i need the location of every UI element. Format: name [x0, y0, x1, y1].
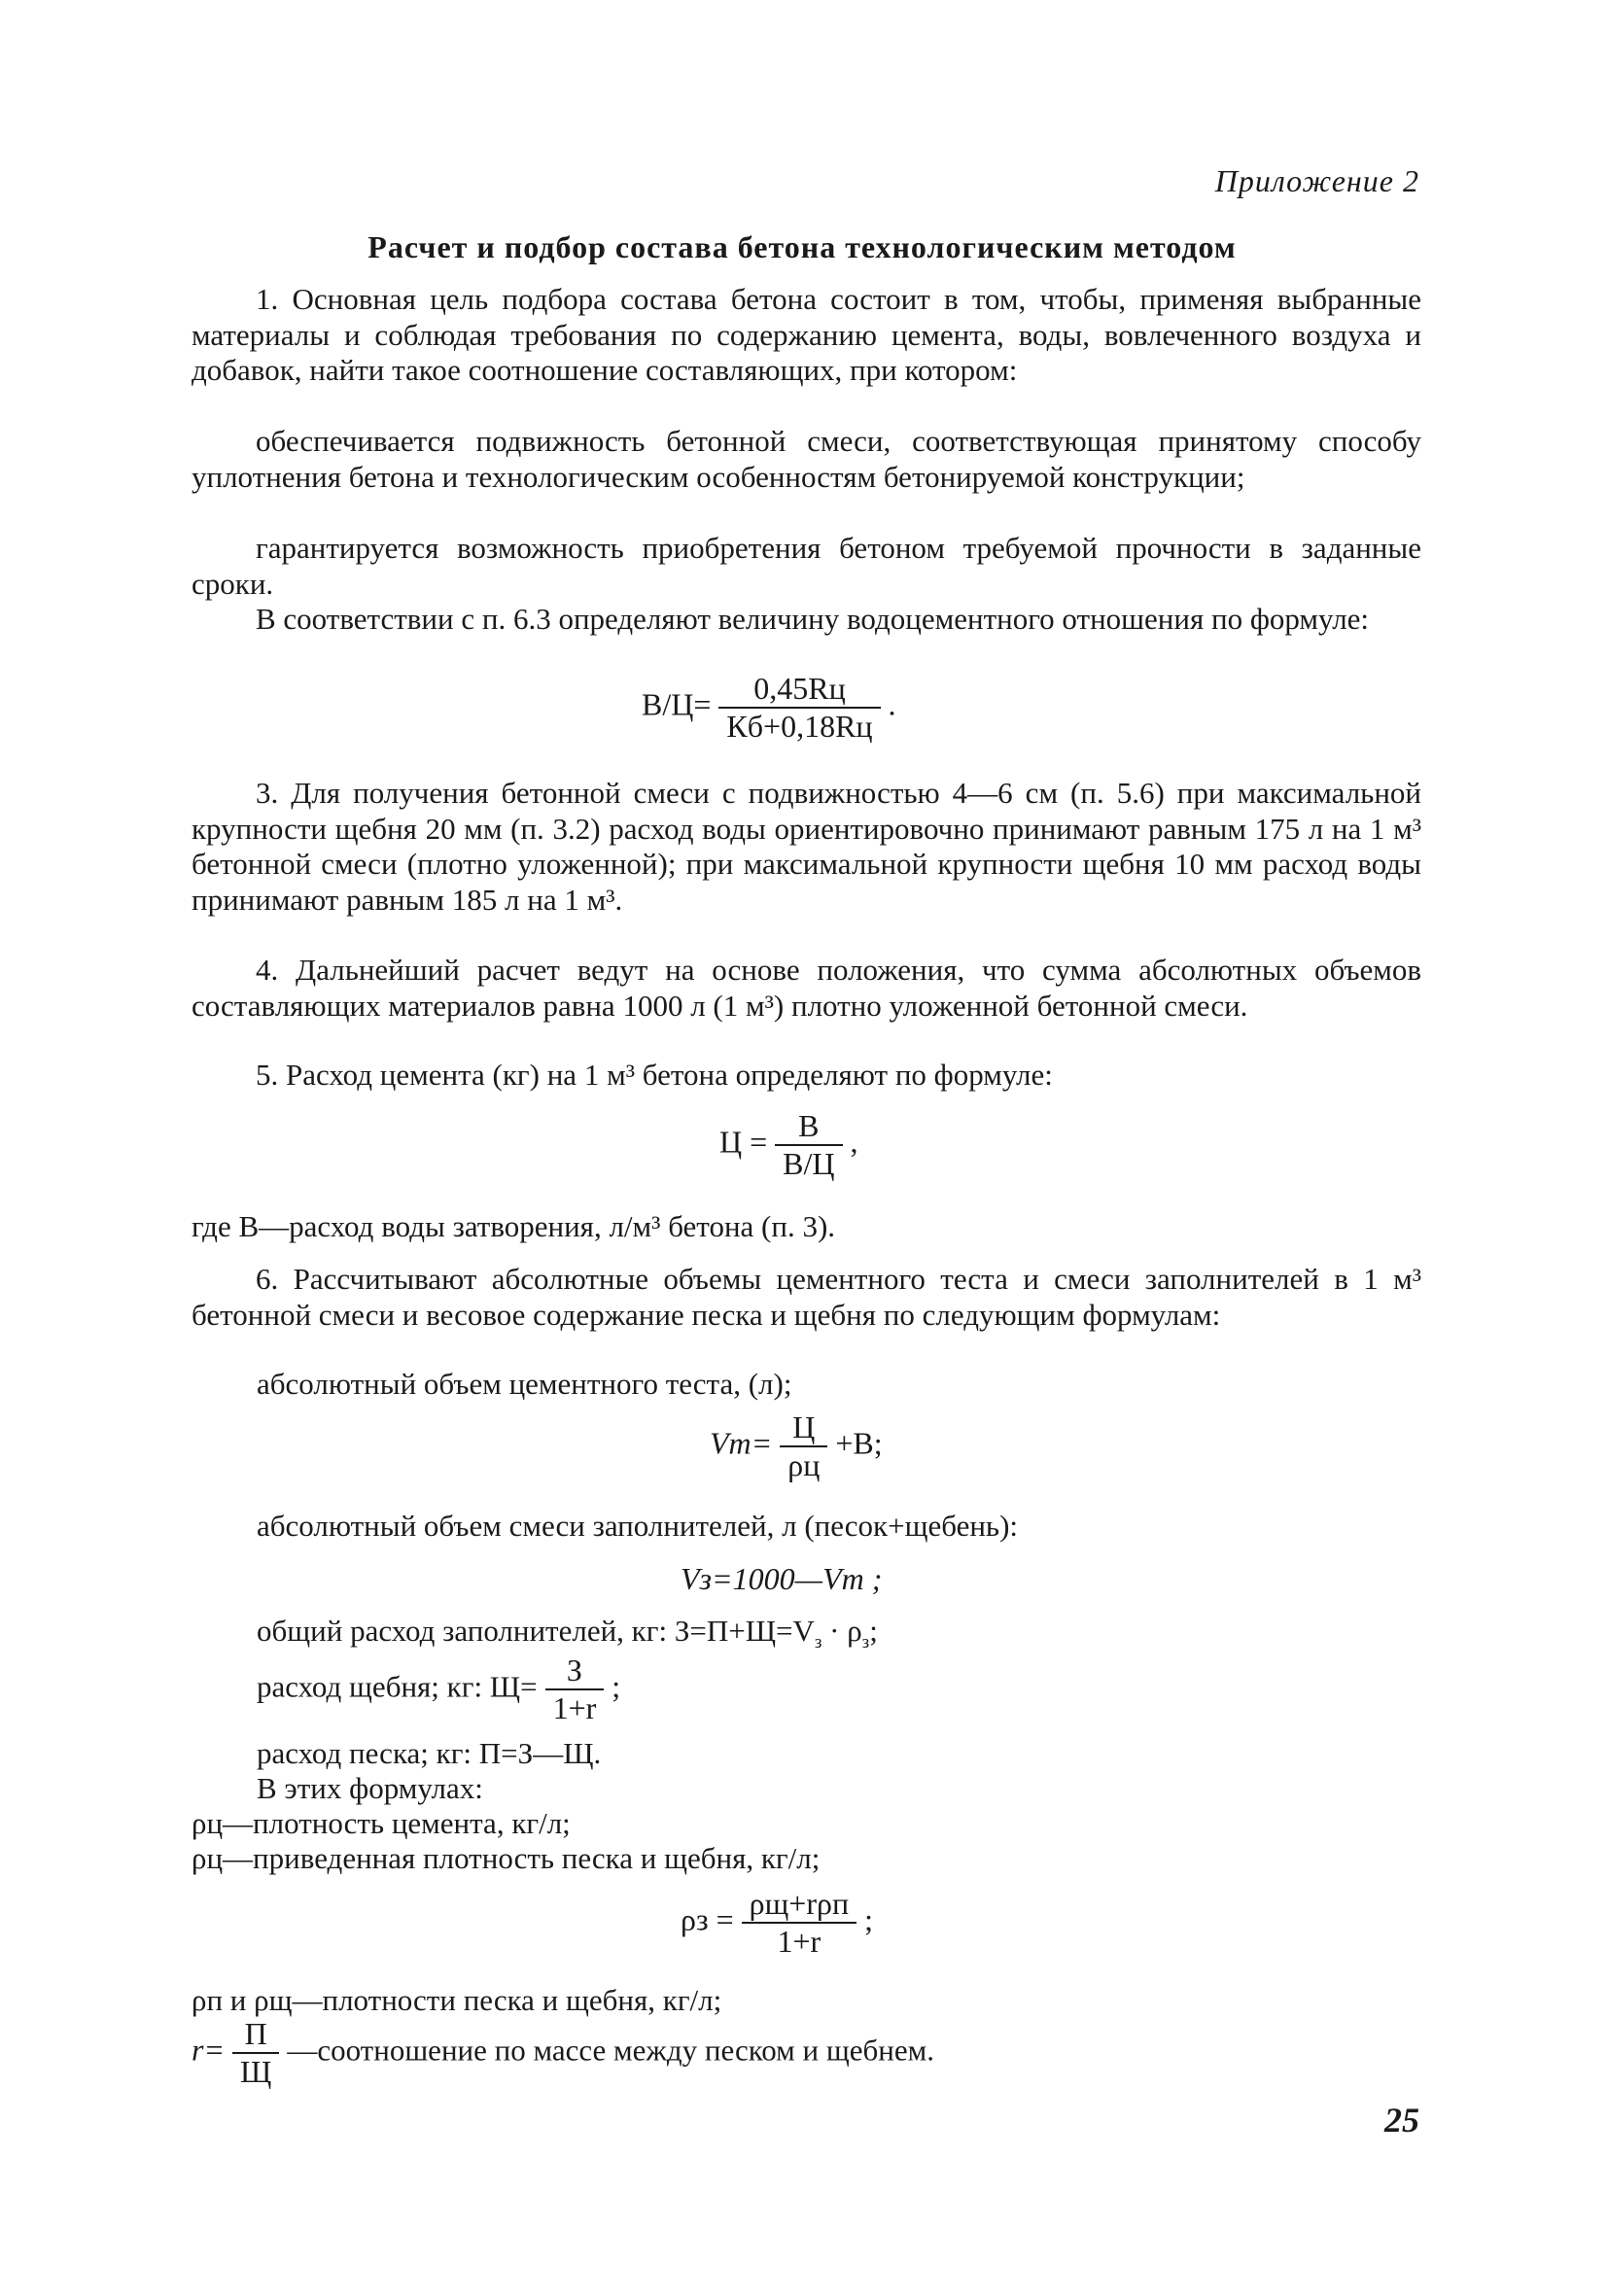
formula-r-numerator: П	[244, 2016, 267, 2051]
formula-cement	[719, 1108, 858, 1182]
formula-water-cement	[642, 671, 896, 745]
formula-c-lhs: Ц =	[719, 1124, 768, 1160]
formula-vm-tail: +В;	[835, 1425, 883, 1461]
formula-sh-denominator: 1+r	[545, 1688, 605, 1726]
paragraph-5: 5. Расход цемента (кг) на 1 м³ бетона определяют по формуле:	[256, 1058, 1053, 1092]
formula-wc-denominator: Кб+0,18Rц	[718, 707, 880, 745]
formula-c-numerator: В	[798, 1108, 820, 1143]
formula-vm-lhs: Vm=	[710, 1425, 773, 1461]
formula-c-fraction	[775, 1108, 842, 1182]
formula-sh-end: ;	[612, 1668, 621, 1704]
definition-2: ρц—приведенная плотность песка и щебня, кг/л;	[192, 1841, 821, 1875]
formula-rz-lhs: ρз =	[681, 1901, 734, 1937]
paragraph-6e: расход песка; кг: П=З—Щ.	[257, 1736, 602, 1770]
formula-rz-numerator: ρщ+rρп	[749, 1886, 850, 1921]
formula-crushed-stone	[257, 1652, 620, 1726]
formula-r	[192, 2016, 934, 2090]
paragraph-3: 3. Для получения бетонной смеси с подвижностью 4—6 см (п. 5.6) при максимальной крупности щебня 20 мм (п. 3.2) расход воды ориентировочно принимают равным 175 л на 1 м³ бетонной смеси (плотно уложенной); при максимальной крупности щебня 10 мм расход воды принимают равным 185 л на 1 м³.	[192, 776, 1421, 917]
formula-rz-end: ;	[864, 1901, 873, 1937]
paragraph-6d: расход щебня; кг: Щ=	[257, 1669, 538, 1704]
formula-vm	[710, 1409, 883, 1483]
definition-1: ρц—плотность цемента, кг/л;	[192, 1806, 571, 1840]
paragraph-1a: обеспечивается подвижность бетонной смеси, соответствующая принятому способу уплотнения бетона и технологическим особенностям бетонируемой конструкции;	[192, 424, 1421, 494]
formula-vm-denominator: ρц	[780, 1445, 827, 1483]
formula-r-fraction	[232, 2016, 279, 2090]
paragraph-6f: В этих формулах:	[257, 1771, 483, 1805]
formula-wc-numerator: 0,45Rц	[753, 671, 846, 706]
paragraph-6c-text: общий расход заполнителей, кг: З=П+Щ=V	[257, 1614, 815, 1648]
formula-c-end: ,	[850, 1124, 858, 1160]
formula-r-denominator: Щ	[232, 2052, 279, 2090]
page-number: 25	[1384, 2101, 1419, 2139]
paragraph-5-where: где В—расход воды затворения, л/м³ бетона (п. 3).	[192, 1209, 836, 1243]
paragraph-4: 4. Дальнейший расчет ведут на основе положения, что сумма абсолютных объемов составляющих материалов равна 1000 л (1 м³) плотно уложенной бетонной смеси.	[192, 953, 1421, 1023]
page-title: Расчет и подбор состава бетона технологическим методом	[367, 229, 1237, 264]
formula-vm-numerator: Ц	[792, 1409, 816, 1444]
formula-r-lhs: r=	[192, 2032, 226, 2068]
formula-sh-numerator: З	[566, 1652, 582, 1687]
formula-rz-fraction	[742, 1886, 856, 1960]
formula-vz	[681, 1561, 882, 1597]
formula-rz-denominator: 1+r	[742, 1922, 856, 1960]
paragraph-1b: гарантируется возможность приобретения бетоном требуемой прочности в заданные сроки.	[192, 531, 1421, 601]
appendix-label: Приложение 2	[1214, 163, 1419, 198]
formula-sh-fraction	[545, 1652, 605, 1726]
paragraph-6c: общий расход заполнителей, кг: $З=П+Щ=V_з \cdot \rho_з$;	[257, 1614, 878, 1653]
formula-rho-z	[681, 1886, 873, 1960]
paragraph-6a: абсолютный объем цементного теста, (л);	[257, 1367, 792, 1401]
definition-3: ρп и ρщ—плотности песка и щебня, кг/л;	[192, 1983, 722, 2017]
formula-wc-lhs: В/Ц=	[642, 686, 712, 722]
formula-vm-fraction	[780, 1409, 827, 1483]
paragraph-6: 6. Рассчитывают абсолютные объемы цементного теста и смеси заполнителей в 1 м³ бетонной смеси и весовое содержание песка и щебня по следующим формулам:	[192, 1262, 1421, 1332]
definition-4: —соотношение по массе между песком и щебнем.	[287, 2033, 934, 2068]
formula-vz-text: Vз=1000—Vm ;	[681, 1561, 883, 1596]
formula-wc-fraction	[718, 671, 880, 745]
paragraph-1: 1. Основная цель подбора состава бетона состоит в том, чтобы, применяя выбранные материалы и соблюдая требования по содержанию цемента, воды, вовлеченного воздуха и добавок, найти такое соотношение составляющих, при котором:	[192, 282, 1421, 387]
formula-wc-end: .	[888, 686, 896, 722]
paragraph-6c-tail: · ρ	[821, 1614, 862, 1648]
paragraph-6b: абсолютный объем смеси заполнителей, л (песок+щебень):	[257, 1509, 1019, 1543]
formula-c-denominator: В/Ц	[775, 1144, 842, 1182]
paragraph-2: В соответствии с п. 6.3 определяют величину водоцементного отношения по формуле:	[256, 602, 1370, 636]
